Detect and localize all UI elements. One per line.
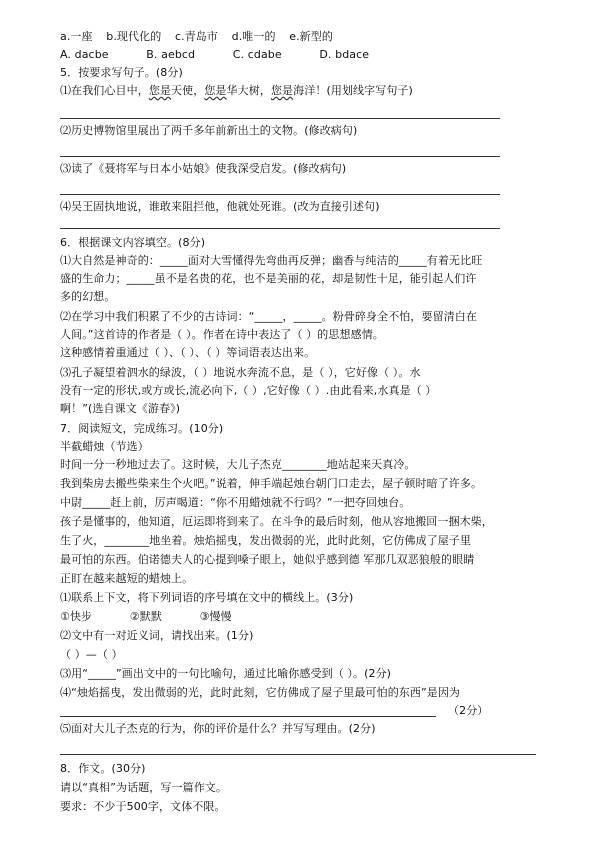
answer-line[interactable] [60, 754, 536, 755]
word-option-3: ③慢慢 [199, 610, 232, 623]
q5-s1-pre: ⑴在我们心目中， [60, 84, 149, 97]
q7-item-1: ⑴联系上下文，将下列词语的序号填在文中的横线上。(3分) [60, 591, 354, 604]
passage-line-4: 孩子是懂事的，他知道，厄运即将到来了。在斗争的最后时刻，他从容地搬回一捆木柴， [60, 515, 493, 528]
q5-s1-mid-2: 华大树， [226, 84, 271, 97]
passage-line-3: 中尉_____赶上前，厉声喝道：“你不用蜡烛就不行吗？”一把夺回烛台。 [60, 496, 411, 509]
q5-sentence-4: ⑷吴王固执地说，谁敢来阻拦他，他就处死谁。(改为直接引述句) [60, 200, 380, 213]
q5-sentence-3: ⑶读了《聂将军与日本小姑娘》使我深受启发。(修改病句) [60, 162, 347, 175]
q6-line-1: ⑴大自然是神奇的：_____面对大雪懂得先弯曲再反弹；幽香与纯洁的_____有着无比旺 [60, 254, 483, 267]
q6-line-5: 人间。”这首诗的作者是（ ）。作者在诗中表达了（ ）的思想感情。 [60, 328, 384, 341]
option-c: c.青岛市 [174, 30, 218, 43]
option-b: b.现代化的 [106, 30, 162, 43]
passage-line-6: 最可怕的东西。伯诺德夫人的心提到嗓子眼上，她似乎感到德 军那几双恶狼般的眼睛 [60, 553, 475, 566]
passage-line-5: 生了火，________地坐着。烛焰摇曳，发出微弱的光，此时此刻，它仿佛成了屋子里 [60, 534, 472, 547]
q5-s1-underlined-2: 您是 [204, 84, 227, 97]
q5-s1-post: 海洋！(用划线字写句子) [293, 84, 413, 97]
answer-line[interactable] [60, 118, 500, 119]
q6-line-7: ⑶孔子凝望着泗水的绿波，（ ）地说水奔流不息，是（ ），它好像（ ）。水 [60, 366, 421, 379]
choice-b: B. aebcd [146, 48, 196, 61]
q5-s1-underlined-1: 您是 [148, 84, 172, 97]
passage-line-1: 时间一分一秒地过去了。这时候，大儿子杰克________地站起来天真冷。 [60, 458, 416, 471]
q6-title: 6．根据课文内容填空。(8分) [60, 236, 206, 249]
choices-line [60, 48, 369, 62]
q8-line-1: 请以“真相”为话题，写一篇作文。 [60, 781, 227, 794]
q7-item-2-blank[interactable]: （ ）—（ ） [60, 648, 123, 661]
q7-item-2: ⑵文中有一对近义词，请找出来。(1分) [60, 629, 254, 642]
option-e: e.新型的 [289, 30, 333, 43]
choice-d: D. bdace [319, 48, 370, 61]
option-d: d.唯一的 [231, 30, 276, 43]
answer-line[interactable] [60, 716, 436, 717]
q7-item-4-score: （2分） [448, 704, 489, 717]
q6-line-3: 多的幻想。 [60, 290, 116, 303]
passage-line-2: 我到柴房去搬些柴来生个火吧。”说着，伸手端起烛台朝门口走去，屋子顿时暗了许多。 [60, 477, 483, 490]
answer-line[interactable] [60, 228, 500, 229]
q6-line-9: 啊！”(选自课文《游春》) [60, 402, 181, 415]
q6-line-8: 没有一定的形状,或方或长,流必向下,（ ）,它好像（ ）.由此看来,水真是（ ） [60, 384, 437, 397]
choice-c: C. cdabe [232, 48, 282, 61]
q7-item-5: ⑸面对大儿子杰克的行为，你的评价是什么？并写写理由。(2分) [60, 722, 376, 735]
options-line [60, 30, 333, 44]
q5-sentence-2: ⑵历史博物馆里展出了两千多年前新出土的文物。(修改病句) [60, 124, 358, 137]
q5-s1-underlined-3: 您是 [270, 84, 294, 97]
word-option-2: ②默默 [129, 610, 162, 623]
option-a: a.一座 [60, 30, 93, 43]
q6-line-4: ⑵在学习中我们积累了不少的古诗词：“_____，_____。粉骨碎身全不怕，要留清白在 [60, 310, 477, 323]
answer-line[interactable] [60, 194, 500, 195]
q8-line-2: 要求：不少于500字，文体不限。 [60, 800, 226, 813]
q5-s1-mid-1: 天使， [171, 84, 205, 97]
q7-item-3: ⑶用“_____”画出文中的一句比喻句，通过比喻你感受到（ ）。(2分) [60, 667, 392, 680]
q7-word-options [60, 610, 232, 624]
passage-title: 半截蜡烛（节选） [60, 440, 149, 453]
q7-title: 7．阅读短文，完成练习。(10分) [60, 422, 224, 435]
q6-line-2: 盛的生命力；_____虽不是名贵的花，也不是美丽的花，却是韧性十足，能引起人们许 [60, 272, 477, 285]
q6-line-6: 这种感情着重通过（ ）、（ ）、（ ）等词语表达出来。 [60, 346, 316, 359]
q5-title: 5．按要求写句子。(8分) [60, 66, 183, 79]
choice-a: A. dacbe [60, 48, 109, 61]
q8-title: 8．作文。(30分) [60, 762, 146, 775]
passage-line-7: 正盯在越来越短的蜡烛上。 [60, 572, 194, 585]
q7-item-4: ⑷“烛焰摇曳，发出微弱的光，此时此刻，它仿佛成了屋子里最可怕的东西”是因为 [60, 686, 461, 699]
q5-sentence-1 [60, 84, 413, 98]
word-option-1: ①快步 [60, 610, 93, 623]
answer-line[interactable] [60, 156, 500, 157]
